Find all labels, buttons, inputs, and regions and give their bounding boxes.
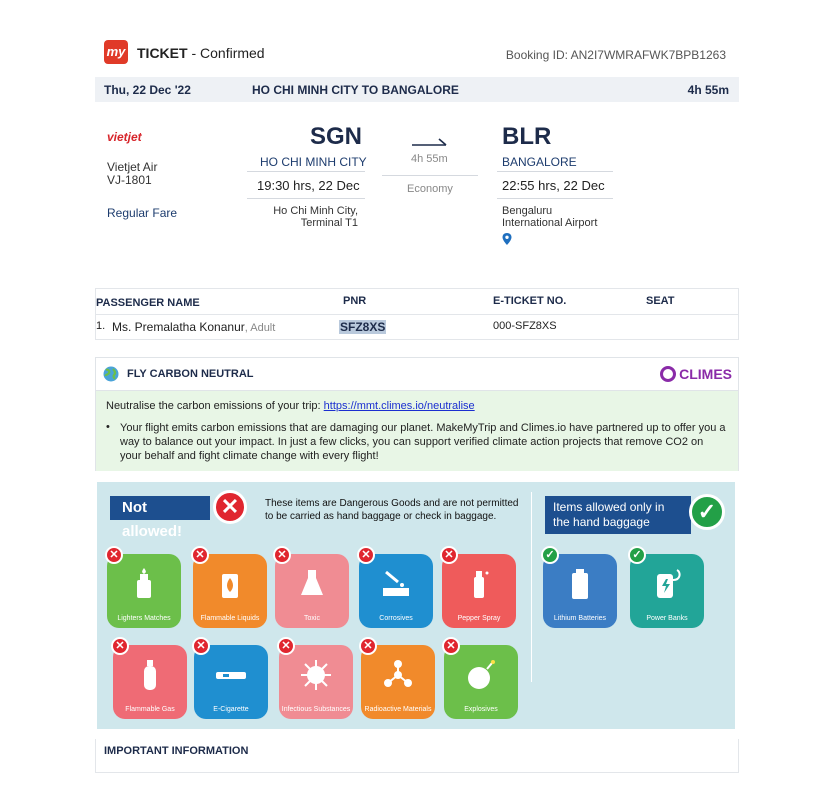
corrosive-icon <box>380 568 412 600</box>
col-header-passenger: PASSENGER NAME <box>96 297 200 309</box>
neutralise-link[interactable]: https://mmt.climes.io/neutralise <box>323 400 475 412</box>
dangerous-goods-description: These items are Dangerous Goods and are not permitted to be carried as hand baggage or check in baggage. <box>265 498 519 522</box>
passenger-name: Ms. Premalatha Konanur <box>112 320 245 334</box>
hand-baggage-badge: Items allowed only in the hand baggage <box>545 496 691 534</box>
total-duration: 4h 55m <box>687 83 729 97</box>
e-cigarette-icon <box>215 659 247 691</box>
lighter-icon <box>128 568 160 600</box>
origin-time: 19:30 hrs, 22 Dec <box>257 178 360 193</box>
passenger-type: , Adult <box>244 322 276 334</box>
passenger-name-cell <box>112 320 275 334</box>
divider <box>382 175 478 176</box>
cabin-class: Economy <box>407 183 453 195</box>
fare-type: Regular Fare <box>107 206 178 220</box>
divider <box>531 492 532 682</box>
prohibited-item-tile <box>444 645 518 719</box>
item-label: Explosives <box>464 706 498 713</box>
prohibited-item-tile <box>361 645 435 719</box>
bomb-icon <box>465 659 497 691</box>
flight-details <box>95 110 739 270</box>
carbon-neutral-section <box>95 357 739 471</box>
pnr-cell <box>339 320 386 334</box>
cross-icon: ✕ <box>442 637 460 655</box>
power-bank-icon <box>651 568 683 600</box>
col-header-pnr: PNR <box>343 295 367 307</box>
carbon-title: FLY CARBON NEUTRAL <box>127 368 254 380</box>
col-header-eticket: E-TICKET NO. <box>493 295 567 307</box>
pnr-value: SFZ8XS <box>340 320 386 334</box>
prohibited-item-tile <box>359 554 433 628</box>
item-label: Lithium Batteries <box>553 615 607 622</box>
spray-icon <box>463 568 495 600</box>
destination-code: BLR <box>502 123 552 150</box>
origin-city: HO CHI MINH CITY <box>260 155 367 169</box>
bullet-dot: • <box>106 421 110 433</box>
passenger-index: 1. <box>96 320 106 332</box>
allowed-item-tile <box>543 554 617 628</box>
origin-code: SGN <box>310 123 363 150</box>
item-label: Flammable Liquids <box>200 615 260 622</box>
carbon-intro <box>106 400 475 412</box>
dangerous-goods-panel <box>97 482 735 729</box>
important-information <box>95 739 739 773</box>
arrow-right-icon <box>411 134 449 148</box>
divider <box>247 198 365 199</box>
cross-icon: ✕ <box>105 546 123 564</box>
flame-icon <box>214 568 246 600</box>
important-title: IMPORTANT INFORMATION <box>104 745 249 757</box>
not-allowed-badge: Not allowed! <box>110 496 210 520</box>
prohibited-item-tile <box>113 645 187 719</box>
cross-icon: ✕ <box>191 546 209 564</box>
table-divider <box>96 314 738 315</box>
allowed-item-tile <box>630 554 704 628</box>
check-icon: ✓ <box>689 494 725 530</box>
prohibited-item-tile <box>194 645 268 719</box>
climes-logo <box>660 366 732 382</box>
item-label: Radioactive Materials <box>364 706 432 713</box>
cross-icon: ✕ <box>213 490 247 524</box>
route-bar <box>95 77 739 102</box>
cross-icon: ✕ <box>359 637 377 655</box>
check-icon: ✓ <box>541 546 559 564</box>
gas-cylinder-icon <box>134 659 166 691</box>
airline-name: Vietjet Air <box>107 160 158 174</box>
check-icon: ✓ <box>628 546 646 564</box>
divider <box>247 171 365 172</box>
flight-number: VJ-1801 <box>107 173 152 187</box>
climes-brand: CLIMES <box>679 366 732 382</box>
prohibited-item-tile <box>442 554 516 628</box>
flight-duration: 4h 55m <box>411 153 448 165</box>
makemytrip-logo: my <box>104 40 128 64</box>
destination-city: BANGALORE <box>502 155 577 169</box>
item-label: Pepper Spray <box>457 615 501 622</box>
cross-icon: ✕ <box>273 546 291 564</box>
ticket-title <box>137 45 265 61</box>
flask-icon <box>296 568 328 600</box>
ticket-status: - Confirmed <box>191 45 265 61</box>
booking-id: Booking ID: AN2I7WMRAFWK7BPB1263 <box>505 48 726 62</box>
carbon-description: Your flight emits carbon emissions that are damaging our planet. MakeMyTrip and Climes.io have partnered up to offer you a way to balance out your impact. In just a few clicks, you can support verified climate action projects that remove CO2 on your behalf and fight climate change with every flight! <box>120 422 726 462</box>
divider <box>497 198 613 199</box>
prohibited-item-tile <box>275 554 349 628</box>
origin-terminal-line1: Ho Chi Minh City, <box>273 205 358 217</box>
prohibited-item-tile <box>279 645 353 719</box>
radioactive-icon <box>382 659 414 691</box>
cross-icon: ✕ <box>357 546 375 564</box>
item-label: Lighters Matches <box>117 615 171 622</box>
item-label: Power Banks <box>646 615 688 622</box>
prohibited-item-tile <box>193 554 267 628</box>
item-label: E-Cigarette <box>213 706 249 713</box>
carbon-header <box>96 358 738 391</box>
destination-airport <box>502 205 597 229</box>
route-title: HO CHI MINH CITY TO BANGALORE <box>252 83 459 97</box>
destination-airport-line2: International Airport <box>502 217 598 229</box>
eticket-value: 000-SFZ8XS <box>493 320 557 332</box>
destination-time: 22:55 hrs, 22 Dec <box>502 178 605 193</box>
infectious-icon <box>300 659 332 691</box>
cross-icon: ✕ <box>277 637 295 655</box>
cross-icon: ✕ <box>192 637 210 655</box>
cross-icon: ✕ <box>111 637 129 655</box>
climes-c-icon <box>660 366 676 382</box>
ticket-label: TICKET <box>137 45 188 61</box>
battery-icon <box>564 568 596 600</box>
globe-icon <box>103 366 119 382</box>
origin-terminal <box>273 205 358 229</box>
prohibited-item-tile <box>107 554 181 628</box>
passenger-table <box>95 288 739 340</box>
item-label: Corrosives <box>379 615 413 622</box>
origin-terminal-line2: Terminal T1 <box>300 217 358 229</box>
divider <box>497 171 613 172</box>
carbon-body <box>96 391 738 471</box>
ticket-header <box>104 40 744 70</box>
carbon-intro-text: Neutralise the carbon emissions of your trip: <box>106 400 321 412</box>
destination-airport-line1: Bengaluru <box>502 205 553 217</box>
airline-logo: vietjet <box>107 130 142 144</box>
cross-icon: ✕ <box>440 546 458 564</box>
col-header-seat: SEAT <box>646 295 675 307</box>
map-pin-icon[interactable] <box>502 233 512 245</box>
travel-date: Thu, 22 Dec '22 <box>104 83 191 97</box>
item-label: Flammable Gas <box>125 706 175 713</box>
item-label: Toxic <box>304 615 320 622</box>
item-label: Infectious Substances <box>281 706 351 713</box>
